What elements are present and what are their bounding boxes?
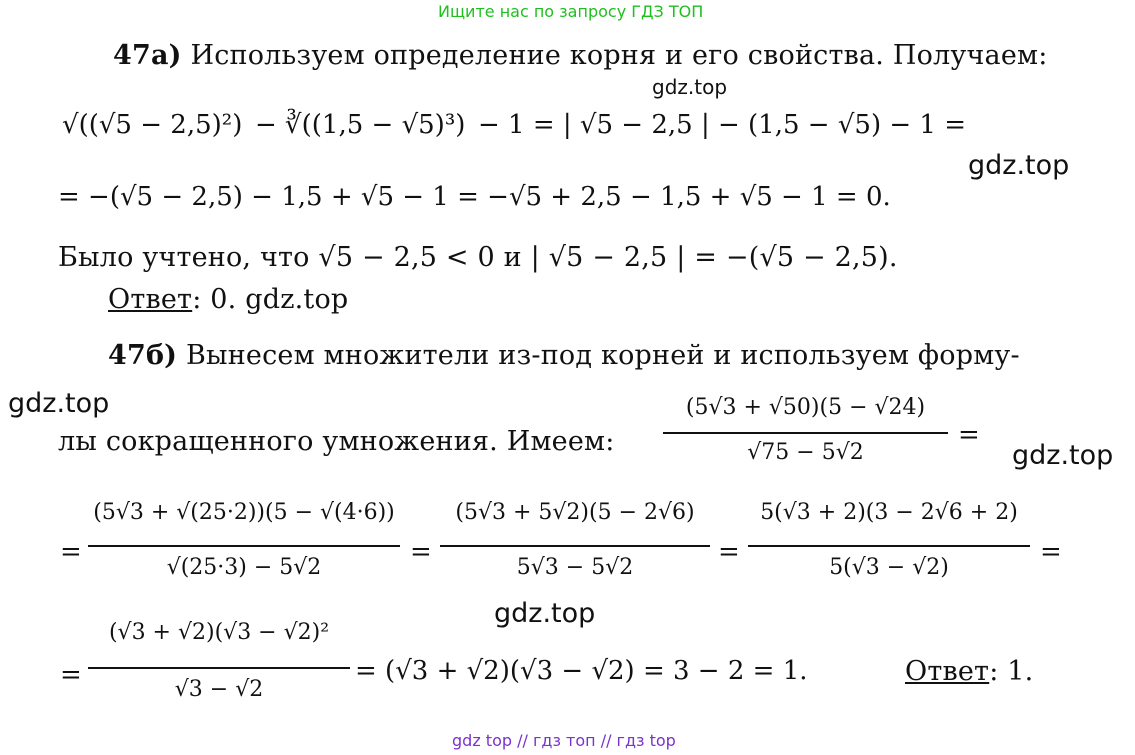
problem-b-intro2: лы сокращенного умножения. Имеем: — [58, 426, 615, 457]
fraction-4-bar — [88, 667, 350, 669]
equals-5: = — [60, 660, 82, 690]
problem-b-result: = (√3 + √2)(√3 − √2) = 3 − 2 = 1. — [355, 656, 808, 686]
problem-a-line1-mid: − ∛((1,5 − √5)³) — [255, 110, 466, 140]
equals-4: = — [1040, 537, 1062, 567]
problem-b-heading — [108, 340, 1020, 371]
problem-a-answer — [108, 284, 348, 315]
problem-b-intro1: Вынесем множители из-под корней и используем форму- — [185, 340, 1020, 371]
problem-b-answer-label: Ответ — [905, 656, 990, 687]
problem-a-line2: = −(√5 − 2,5) − 1,5 + √5 − 1 = −√5 + 2,5 − 1,5 + √5 − 1 = 0. — [58, 182, 891, 212]
watermark-1: gdz.top — [652, 75, 728, 99]
problem-a-heading — [113, 40, 1048, 71]
fraction-2-numerator: (5√3 + 5√2)(5 − 2√6) — [455, 500, 695, 525]
watermark-4: gdz.top — [1012, 440, 1114, 471]
footer-links[interactable]: gdz top // гдз топ // гдз top — [452, 731, 676, 750]
problem-b-answer-value: : 1. — [989, 656, 1034, 687]
problem-a-note: Было учтено, что √5 − 2,5 < 0 и | √5 − 2,5 | = −(√5 − 2,5). — [58, 242, 898, 273]
watermark-2: gdz.top — [968, 150, 1070, 181]
problem-b-number: 47б) — [108, 340, 178, 371]
fraction-0-denominator: √75 − 5√2 — [747, 440, 864, 465]
problem-a-intro: Используем определение корня и его свойства. Получаем: — [190, 40, 1048, 71]
problem-a-line1-left: √((√5 − 2,5)²) — [62, 110, 243, 140]
watermark-5: gdz.top — [494, 598, 596, 629]
problem-b-answer — [905, 656, 1033, 687]
problem-a-answer-value: : 0. gdz.top — [192, 284, 349, 315]
fraction-1-bar — [88, 545, 400, 547]
fraction-4-numerator: (√3 + √2)(√3 − √2)² — [108, 620, 330, 645]
fraction-1-denominator: √(25·3) − 5√2 — [166, 555, 322, 580]
fraction-0-bar — [663, 432, 948, 434]
header-search-link[interactable]: Ищите нас по запросу ГДЗ ТОП — [438, 2, 704, 21]
problem-a-answer-label: Ответ — [108, 284, 193, 315]
fraction-3-numerator: 5(√3 + 2)(3 − 2√6 + 2) — [760, 500, 1018, 525]
fraction-2-bar — [440, 545, 710, 547]
fraction-0-numerator: (5√3 + √50)(5 − √24) — [685, 395, 926, 420]
problem-a-line1-right: − 1 = | √5 − 2,5 | − (1,5 − √5) − 1 = — [478, 110, 967, 140]
equals-1: = — [60, 537, 82, 567]
fraction-4-denominator: √3 − √2 — [174, 677, 264, 702]
fraction-3-bar — [748, 545, 1030, 547]
problem-a-number: 47а) — [113, 40, 182, 71]
equals-2: = — [410, 537, 432, 567]
equals-3: = — [718, 537, 740, 567]
watermark-3: gdz.top — [8, 388, 110, 419]
equals-0: = — [958, 420, 980, 450]
fraction-2-denominator: 5√3 − 5√2 — [516, 555, 634, 580]
fraction-3-denominator: 5(√3 − √2) — [829, 555, 949, 580]
fraction-1-numerator: (5√3 + √(25·2))(5 − √(4·6)) — [93, 500, 395, 525]
